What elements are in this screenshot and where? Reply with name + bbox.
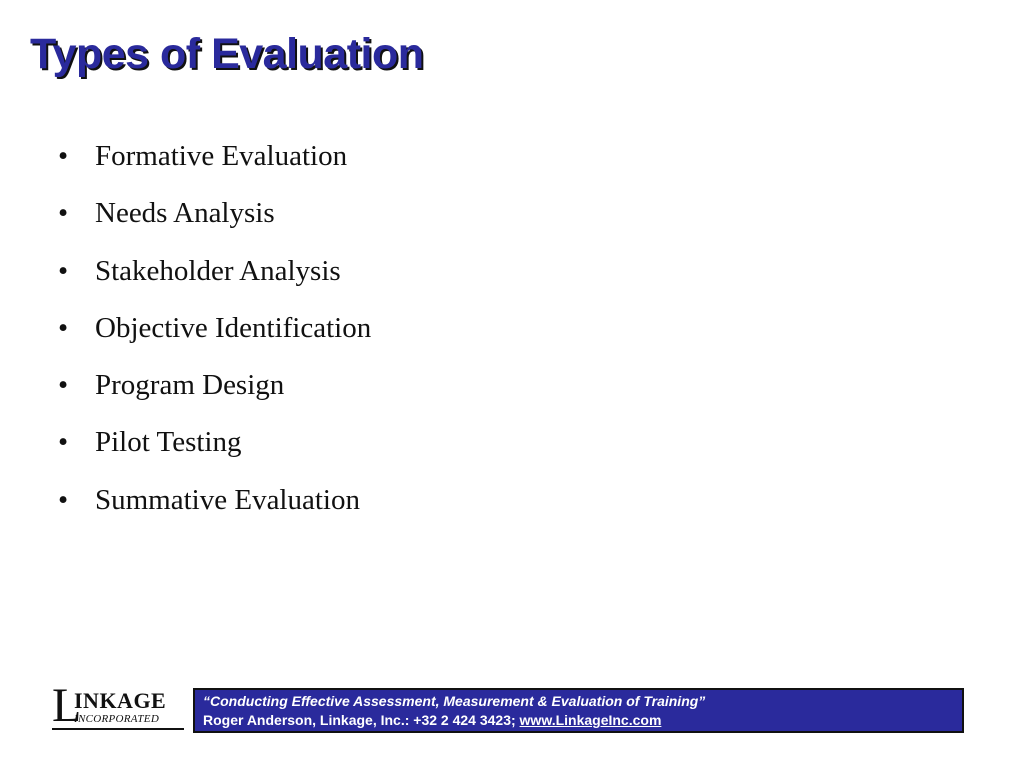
footer-banner [193,688,964,733]
logo-initial: L [52,679,82,732]
logo-subtitle: INCORPORATED [74,713,160,725]
bullet-icon: • [58,426,69,459]
footer-quote: “Conducting Effective Assessment, Measurement & Evaluation of Training” [203,693,706,709]
slide-title: Types of Evaluation [30,30,424,78]
bullet-text: Objective Identification [95,311,372,344]
bullet-text: Needs Analysis [95,197,275,230]
bullet-icon: • [58,254,69,287]
bullet-icon: • [58,369,69,402]
bullet-text: Stakeholder Analysis [95,254,341,287]
footer-contact-text: Roger Anderson, Linkage, Inc.: +32 2 424 3423; [203,712,520,728]
bullet-text: Pilot Testing [95,426,242,459]
bullet-text: Program Design [95,369,285,402]
bullet-icon: • [58,140,69,172]
bullet-text: Formative Evaluation [95,140,348,172]
footer-contact [203,711,962,730]
website-link[interactable]: www.LinkageInc.com [519,712,662,728]
linkage-logo [52,679,184,732]
logo-word: INKAGE [74,688,167,713]
bullet-icon: • [58,483,69,516]
bullet-text: Summative Evaluation [95,483,360,516]
bullet-icon: • [58,311,69,344]
bullet-icon: • [58,197,69,230]
